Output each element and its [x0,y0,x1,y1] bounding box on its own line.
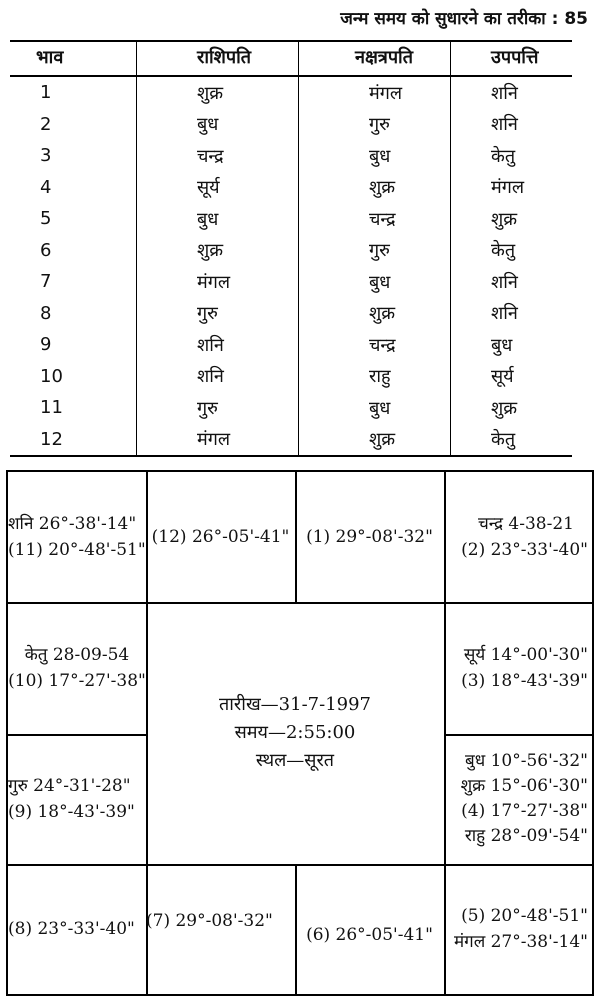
house-1-cell [295,472,444,602]
bhav-cell: 2 [40,113,52,135]
bhav-cell: 8 [40,302,52,324]
nakshatrapati-cell: शुक्र [299,424,451,457]
birth-date: तारीख—31-7-1997 [219,694,371,715]
bhav-cell: 12 [10,424,137,457]
table-row [10,109,572,141]
rashipati-cell: सूर्य [137,172,299,204]
nakshatrapati-cell: शुक्र [299,298,451,330]
house-4-cell [444,734,592,864]
upapatti-cell: केतु [451,140,573,172]
rashipati-cell: शनि [137,361,299,393]
rashipati-cell: मंगल [137,266,299,298]
house-8-cusp: (8) 23°-33'-40" [8,919,135,939]
house-4-planet-budh: बुध 10°-56'-32" [465,751,588,771]
house-4-planet-rahu: राहु 28°-09'-54" [464,826,588,846]
birth-chart [6,470,594,996]
table-row [10,392,572,424]
rashipati-cell: गुरु [137,392,299,424]
rashipati-cell: शुक्र [137,76,299,109]
upapatti-cell: शनि [451,266,573,298]
house-5-cusp: (5) 20°-48'-51" [461,906,588,926]
nakshatrapati-cell: चन्द्र [299,329,451,361]
chart-center [146,602,444,864]
house-11-cusp: (11) 20°-48'-51" [8,540,146,560]
house-6-cell [295,864,444,994]
nakshatrapati-cell: शुक्र [299,172,451,204]
rashipati-cell: बुध [137,109,299,141]
upapatti-cell: केतु [451,424,573,457]
house-10-cusp: (10) 17°-27'-38" [8,671,146,691]
house-10-cell [8,602,146,734]
house-5-cell [444,864,592,994]
bhav-cell: 9 [40,334,52,356]
rashipati-cell: शनि [137,329,299,361]
bhav-cell: 6 [40,239,52,261]
nakshatrapati-cell: बुध [299,266,451,298]
upapatti-cell: बुध [451,329,573,361]
upapatti-cell: शुक्र [451,392,573,424]
house-11-planet: शनि 26°-38'-14" [8,514,137,534]
house-9-cusp: (9) 18°-43'-39" [8,802,135,822]
house-7-cell [146,864,295,994]
house-12-cell [146,472,295,602]
rashipati-cell: बुध [137,203,299,235]
table-row [10,172,572,204]
house-4-planet-shukra: शुक्र 15°-06'-30" [460,776,588,796]
col-header-upapatti: उपपत्ति [451,41,573,76]
upapatti-cell: शनि [451,76,573,109]
col-header-nakshatrapati: नक्षत्रपति [299,41,451,76]
upapatti-cell: शुक्र [451,203,573,235]
house-4-cusp: (4) 17°-27'-38" [461,801,588,821]
upapatti-cell: केतु [451,235,573,267]
house-11-cell [8,472,146,602]
nakshatrapati-cell: बुध [299,140,451,172]
table-row [10,76,572,109]
house-2-planet: चन्द्र 4-38-21 [477,514,574,534]
rashipati-cell: गुरु [137,298,299,330]
page-header: जन्म समय को सुधारने का तरीका : 85 [340,9,588,29]
table-row [10,266,572,298]
house-8-cell [8,864,146,994]
col-header-rashipati: राशिपति [137,41,299,76]
table-header-row [10,41,572,76]
house-6-cusp: (6) 26°-05'-41" [306,925,433,945]
bhav-cell: 4 [40,176,52,198]
rashipati-cell: शुक्र [137,235,299,267]
house-lords-table [10,40,572,457]
house-9-cell [8,734,146,864]
table-row [10,140,572,172]
house-5-planet: मंगल 27°-38'-14" [453,932,588,952]
house-12-cusp: (12) 26°-05'-41" [151,527,290,547]
upapatti-cell: शनि [451,109,573,141]
rashipati-cell: मंगल [137,424,299,457]
nakshatrapati-cell: गुरु [299,235,451,267]
house-7-cusp: (7) 29°-08'-32" [146,911,273,931]
birth-place: स्थल—सूरत [255,750,335,771]
bhav-cell: 1 [40,82,52,104]
bhav-cell: 3 [40,145,52,167]
birth-time: समय—2:55:00 [234,722,356,743]
house-1-cusp: (1) 29°-08'-32" [306,527,433,547]
nakshatrapati-cell: मंगल [299,76,451,109]
table-row [10,298,572,330]
house-10-planet: केतु 28-09-54 [24,645,130,665]
house-2-cusp: (2) 23°-33'-40" [461,540,588,560]
col-header-bhav: भाव [10,41,137,76]
bhav-cell: 11 [40,397,63,419]
nakshatrapati-cell: बुध [299,392,451,424]
nakshatrapati-cell: गुरु [299,109,451,141]
upapatti-cell: मंगल [451,172,573,204]
table-row [10,235,572,267]
table-row [10,329,572,361]
table-row [10,203,572,235]
table-row [10,361,572,393]
nakshatrapati-cell: चन्द्र [299,203,451,235]
house-3-cusp: (3) 18°-43'-39" [461,671,588,691]
house-3-planet: सूर्य 14°-00'-30" [463,645,588,665]
upapatti-cell: शनि [451,298,573,330]
house-9-planet: गुरु 24°-31'-28" [8,776,131,796]
bhav-cell: 10 [40,365,63,387]
bhav-cell: 5 [40,208,52,230]
table-row [10,424,572,457]
bhav-cell: 7 [40,271,52,293]
nakshatrapati-cell: राहु [299,361,451,393]
house-2-cell [444,472,592,602]
house-3-cell [444,602,592,734]
rashipati-cell: चन्द्र [137,140,299,172]
upapatti-cell: सूर्य [451,361,573,393]
